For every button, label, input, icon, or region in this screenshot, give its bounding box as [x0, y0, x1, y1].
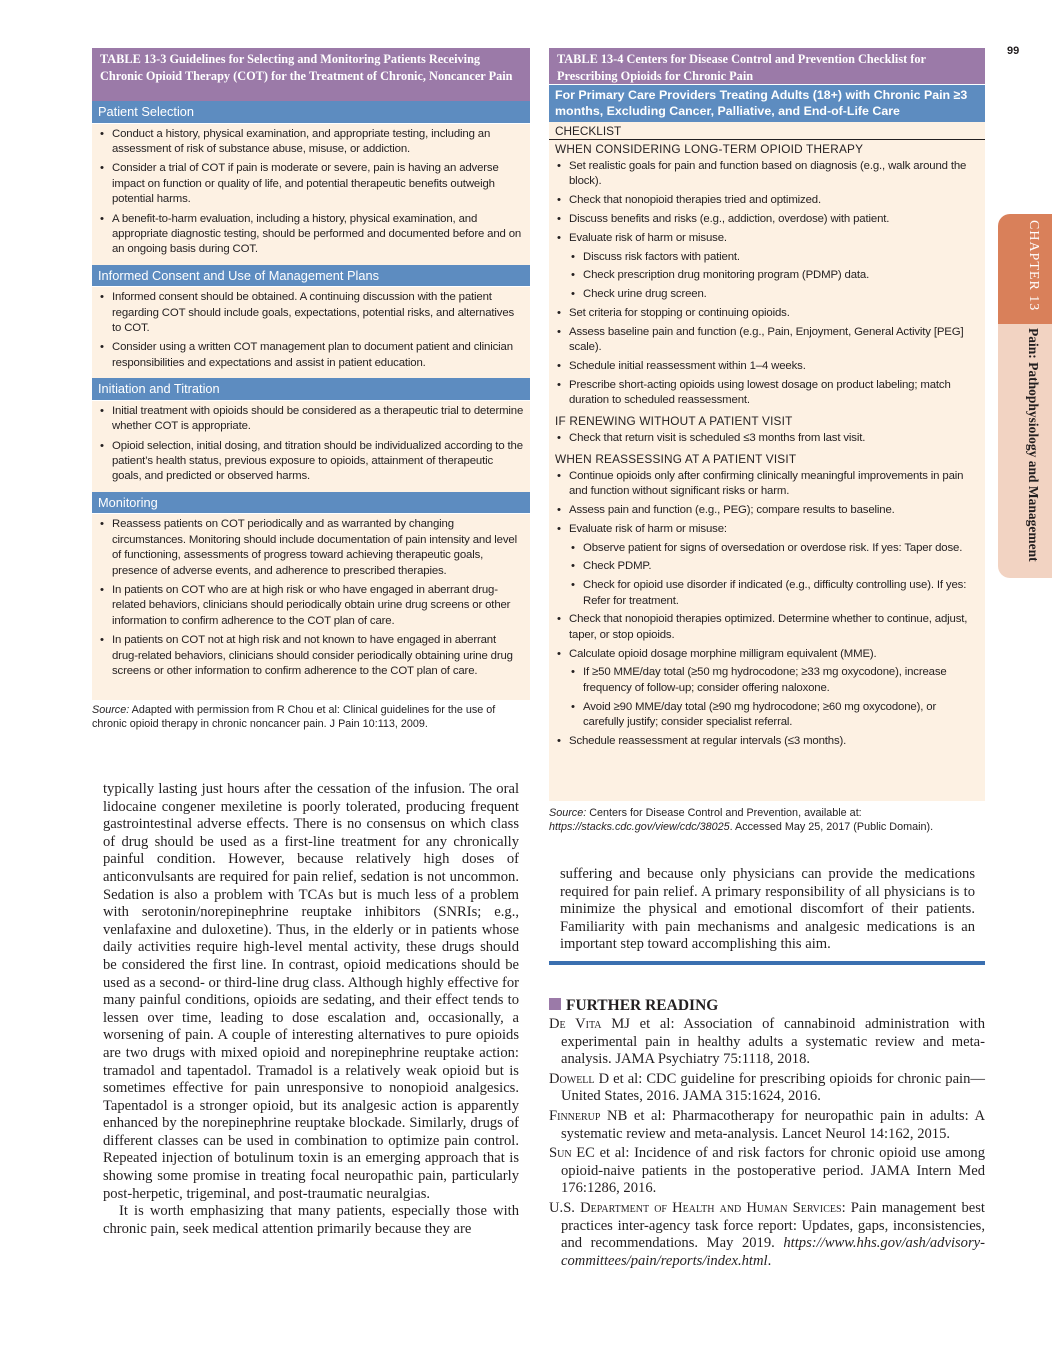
checklist-group-heading: IF RENEWING WITHOUT A PATIENT VISIT	[555, 413, 793, 428]
table-13-4-body	[549, 140, 985, 749]
checklist-item	[555, 306, 979, 321]
reference-url[interactable]: https://www.hhs.gov/ash/advisory-committees/pain/reports/index.html	[561, 1235, 985, 1269]
list-item: • A benefit-to-harm evaluation, including a history, physical examination, and appropriate diagnostic testing, should be performed and documented before and on an ongoing basis during COT.	[98, 212, 524, 258]
checklist-item-text: Prescribe short-acting opioids using lowest dosage on product labeling; match duration to scheduled reassessment.	[569, 378, 951, 407]
reference-author: Sun	[549, 1145, 572, 1162]
source-tail: . Accessed May 25, 2017 (Public Domain).	[729, 821, 934, 833]
sub-list-wrapper	[555, 250, 979, 303]
table-13-4-source	[549, 806, 989, 834]
section-heading: Informed Consent and Use of Management Plans	[92, 265, 530, 288]
body-paragraph: It is worth emphasizing that many patients, especially those with chronic pain, seek medical attention primarily because they are	[103, 1203, 519, 1237]
checklist-group-heading: WHEN CONSIDERING LONG-TERM OPIOID THERAPY	[555, 142, 864, 156]
sub-checklist-item: • If ≥50 MME/day total (≥50 mg hydrocodone; ≥33 mg oxycodone), increase frequency of follow-up; consider offering naloxone.	[569, 665, 979, 696]
checklist-item	[555, 212, 979, 227]
chapter-title: Pain: Pathophysiology and Management	[1026, 328, 1041, 562]
list-item: • Conduct a history, physical examination, and appropriate testing, including an assessment of risk of substance abuse, misuse, or addiction.	[98, 127, 524, 158]
checklist	[549, 469, 985, 749]
table-13-3-body	[92, 101, 530, 686]
checklist-label: CHECKLIST	[549, 122, 985, 140]
checklist-item	[555, 503, 979, 518]
table-13-3	[92, 48, 530, 700]
checklist-item	[555, 159, 979, 190]
sub-checklist-item: • Check prescription drug monitoring program (PDMP) data.	[569, 268, 979, 283]
bullet-list	[92, 514, 530, 686]
checklist-item-text: Assess baseline pain and function (e.g., Pain, Enjoyment, General Activity [PEG] scale).	[569, 325, 964, 354]
checklist-item	[555, 469, 979, 500]
section-heading: Initiation and Titration	[92, 378, 530, 401]
reference-list	[549, 1016, 985, 1270]
table-13-4-title: TABLE 13-4 Centers for Disease Control and Prevention Checklist for Prescribing Opioids for Chronic Pain	[549, 48, 985, 84]
sub-checklist-item: • Check for opioid use disorder if indicated (e.g., difficulty controlling use). If yes: Refer for treatment.	[569, 578, 979, 609]
source-url[interactable]: https://stacks.cdc.gov/view/cdc/38025	[549, 821, 730, 833]
square-bullet-icon	[549, 998, 561, 1010]
checklist-item-text: Set criteria for stopping or continuing opioids.	[569, 306, 790, 319]
chapter-label: CHAPTER 13	[1026, 220, 1041, 312]
checklist-item	[555, 359, 979, 374]
reference-text: MJ et al: Association of cannabinoid administration with experimental pain in healthy adults a systematic review and meta-analysis. JAMA Psychiatry 75:1118, 2018.	[561, 1016, 986, 1068]
reference-text: NB et al: Pharmacotherapy for neuropathic pain in adults: A systematic review and meta-analysis. Lancet Neurol 14:162, 2015.	[561, 1107, 985, 1142]
page-number: 99	[1007, 45, 1020, 57]
sub-list-wrapper	[555, 665, 979, 730]
checklist-item	[555, 522, 979, 537]
reference-author: Dowell	[549, 1070, 595, 1087]
source-label: Source:	[549, 807, 587, 819]
section-divider	[549, 961, 985, 965]
checklist-item-text: Set realistic goals for pain and function based on diagnosis (e.g., walk around the block).	[569, 160, 967, 188]
sub-checklist	[555, 250, 979, 303]
checklist-item	[555, 647, 979, 662]
list-item: • In patients on COT not at high risk and not known to have engaged in aberrant drug-related behaviors, clinicians should consider periodically obtaining urine drug screens or other information to confirm adherence to the COT plan of care.	[98, 633, 524, 679]
checklist-item-text: Evaluate risk of harm or misuse.	[569, 231, 727, 244]
checklist-item-text: Schedule reassessment at regular intervals (≤3 months).	[569, 734, 847, 747]
reference-entry	[549, 1108, 985, 1143]
source-text: Adapted with permission from R Chou et al: Clinical guidelines for the use of chronic opioid therapy in chronic noncancer pain. J Pain 10:113, 2009.	[92, 704, 496, 730]
body-column-2	[560, 866, 975, 954]
checklist-item	[555, 231, 979, 246]
reference-entry	[549, 1071, 985, 1106]
checklist-item-text: Evaluate risk of harm or misuse:	[569, 522, 727, 535]
bullet-list	[92, 287, 530, 378]
reference-author: De Vita	[549, 1016, 602, 1032]
reference-tail: .	[767, 1252, 772, 1269]
sub-checklist	[555, 541, 979, 609]
table-13-3-source	[92, 703, 532, 731]
checklist-item-text: Assess pain and function (e.g., PEG); compare results to baseline.	[569, 503, 895, 516]
body-column-1	[103, 781, 519, 1238]
further-reading	[549, 997, 985, 1272]
reference-entry	[549, 1145, 985, 1198]
section-heading: Patient Selection	[92, 101, 530, 124]
reference-text: D et al: CDC guideline for prescribing opioids for chronic pain—United States, 2016. JAMA 315:1624, 2016.	[561, 1070, 985, 1105]
checklist-item	[555, 378, 979, 409]
reference-text: : Pain management best practices inter-agency task force report: Updates, gaps, inconsistencies, and recommendations. May 2019.	[561, 1199, 985, 1252]
checklist-item	[555, 193, 979, 208]
list-item: • Initial treatment with opioids should be considered as a therapeutic trial to determine whether COT is appropriate.	[98, 404, 524, 435]
checklist-group-heading: WHEN REASSESSING AT A PATIENT VISIT	[555, 451, 797, 466]
bullet-list	[92, 401, 530, 492]
source-text: Centers for Disease Control and Prevention, available at:	[586, 807, 862, 819]
reference-author: Finnerup	[549, 1107, 601, 1124]
reference-text: EC et al: Incidence of and risk factors for chronic opioid use among opioid-naive patients in the postoperative period. JAMA Intern Med 176:1286, 2016.	[561, 1145, 985, 1197]
list-item: • Informed consent should be obtained. A continuing discussion with the patient regarding COT should include goals, expectations, potential risks, and alternatives to COT.	[98, 290, 524, 336]
list-item: • Consider using a written COT management plan to document patient and clinician responsibilities and expectations and assist in patient education.	[98, 340, 524, 371]
checklist-item	[555, 431, 979, 446]
checklist-item	[555, 734, 979, 749]
reference-entry	[549, 1016, 985, 1069]
list-item: • Reassess patients on COT periodically and as warranted by changing circumstances. Monitoring should include documentation of pain intensity and level of functioning, assessments of progress toward achieving therapeutic goals, presence of adverse events, and adherence to prescribed therapies.	[98, 517, 524, 579]
checklist-item-text: Check that nonopioid therapies tried and optimized.	[569, 194, 821, 207]
sub-list-wrapper	[555, 541, 979, 609]
table-13-4-subtitle: For Primary Care Providers Treating Adults (18+) with Chronic Pain ≥3 months, Excluding Cancer, Palliative, and End-of-Life Care	[549, 84, 985, 122]
sub-checklist-item: • Observe patient for signs of oversedation or overdose risk. If yes: Taper dose.	[569, 541, 979, 556]
sub-checklist	[555, 665, 979, 730]
body-paragraph: suffering and because only physicians can provide the medications required for pain relief. A primary responsibility of all physicians is to minimize the physical and emotional discomfort of their patients. Familiarity with pain mechanisms and analgesic medications is an important step toward accomplishing this aim.	[560, 866, 975, 953]
checklist	[549, 431, 985, 446]
checklist-item-text: Discuss benefits and risks (e.g., addiction, overdose) with patient.	[569, 213, 890, 225]
sub-checklist-item: • Discuss risk factors with patient.	[569, 250, 979, 265]
section-heading: Monitoring	[92, 492, 530, 515]
table-13-3-title: TABLE 13-3 Guidelines for Selecting and Monitoring Patients Receiving Chronic Opioid Therapy (COT) for the Treatment of Chronic, Noncancer Pain	[92, 48, 530, 101]
sub-checklist-item: • Check urine drug screen.	[569, 287, 979, 302]
sub-checklist-item: • Avoid ≥90 MME/day total (≥90 mg hydrocodone; ≥60 mg oxycodone), or carefully justify; consider specialist referral.	[569, 700, 979, 731]
checklist-item-text: Schedule initial reassessment within 1–4 weeks.	[569, 359, 806, 372]
list-item: • Consider a trial of COT if pain is moderate or severe, pain is having an adverse impact on function or quality of life, and potential therapeutic benefits outweigh potential harms.	[98, 161, 524, 207]
reference-entry	[549, 1200, 985, 1270]
list-item: • In patients on COT who are at high risk or who have engaged in aberrant drug-related behaviors, clinicians should periodically obtain urine drug screens or other information to confirm adherence to the COT plan of care.	[98, 583, 524, 629]
list-item: • Opioid selection, initial dosing, and titration should be individualized according to the patient’s health status, previous exposure to opioids, attainment of therapeutic goals, and predicted or observed harms.	[98, 439, 524, 485]
checklist-item-text: Continue opioids only after confirming clinically meaningful improvements in pain and function without significant risks or harm.	[569, 469, 964, 498]
checklist-item	[555, 325, 979, 356]
chapter-tab	[998, 214, 1052, 578]
body-paragraph: typically lasting just hours after the cessation of the infusion. The oral lidocaine congener mexiletine is poorly tolerated, producing frequent gastrointestinal adverse effects. There is no consensus on which class of drug should be used as a first-line treatment for any chronically painful condition. However, because relatively high doses of anticonvulsants are required for pain relief, sedation is not uncommon. Sedation is also a problem with TCAs but is much less of a problem with serotonin/norepinephrine reuptake inhibitors (SNRIs; e.g., venlafaxine and duloxetine). Thus, in the elderly or in patients whose daily activities require high-level mental activity, these drugs should be considered the first line. In contrast, opioid medications should be used as a second- or third-line drug class. Although highly effective for many painful conditions, opioids are sedating, and their effect tends to lessen over time, leading to dose escalation and, occasionally, a worsening of pain. A couple of interesting alternatives to pure opioids are two drugs with mixed opioid and norepinephrine reuptake action: tramadol and tapentadol. Tramadol is a relatively weak opioid but is sometimes effective for pain unresponsive to nonopioid analgesics. Tapentadol is a stronger opioid, but its analgesic action is apparently enhanced by the norepinephrine reuptake blockade. Similarly, drugs of different classes can be used in combination to optimize pain control. Repeated injection of botulinum toxin is an emerging approach that is showing some promise in treating focal neuropathic pain, particularly post-herpetic, trigeminal, and post-traumatic neuralgias.	[103, 781, 519, 1202]
checklist-item-text: Check that return visit is scheduled ≤3 months from last visit.	[569, 431, 866, 444]
source-label: Source:	[92, 704, 130, 716]
checklist-item-text: Calculate opioid dosage morphine milligram equivalent (MME).	[569, 647, 877, 660]
checklist	[549, 159, 985, 409]
sub-checklist-item: • Check PDMP.	[569, 559, 979, 574]
checklist-item-text: Check that nonopioid therapies optimized. Determine whether to continue, adjust, taper, or stop opioids.	[569, 613, 968, 641]
further-reading-title	[549, 997, 985, 1015]
further-reading-heading: FURTHER READING	[566, 997, 719, 1014]
bullet-list	[92, 124, 530, 265]
reference-author: U.S. Department of Health and Human Services	[549, 1199, 842, 1216]
table-13-4	[549, 48, 985, 801]
checklist-item	[555, 612, 979, 643]
